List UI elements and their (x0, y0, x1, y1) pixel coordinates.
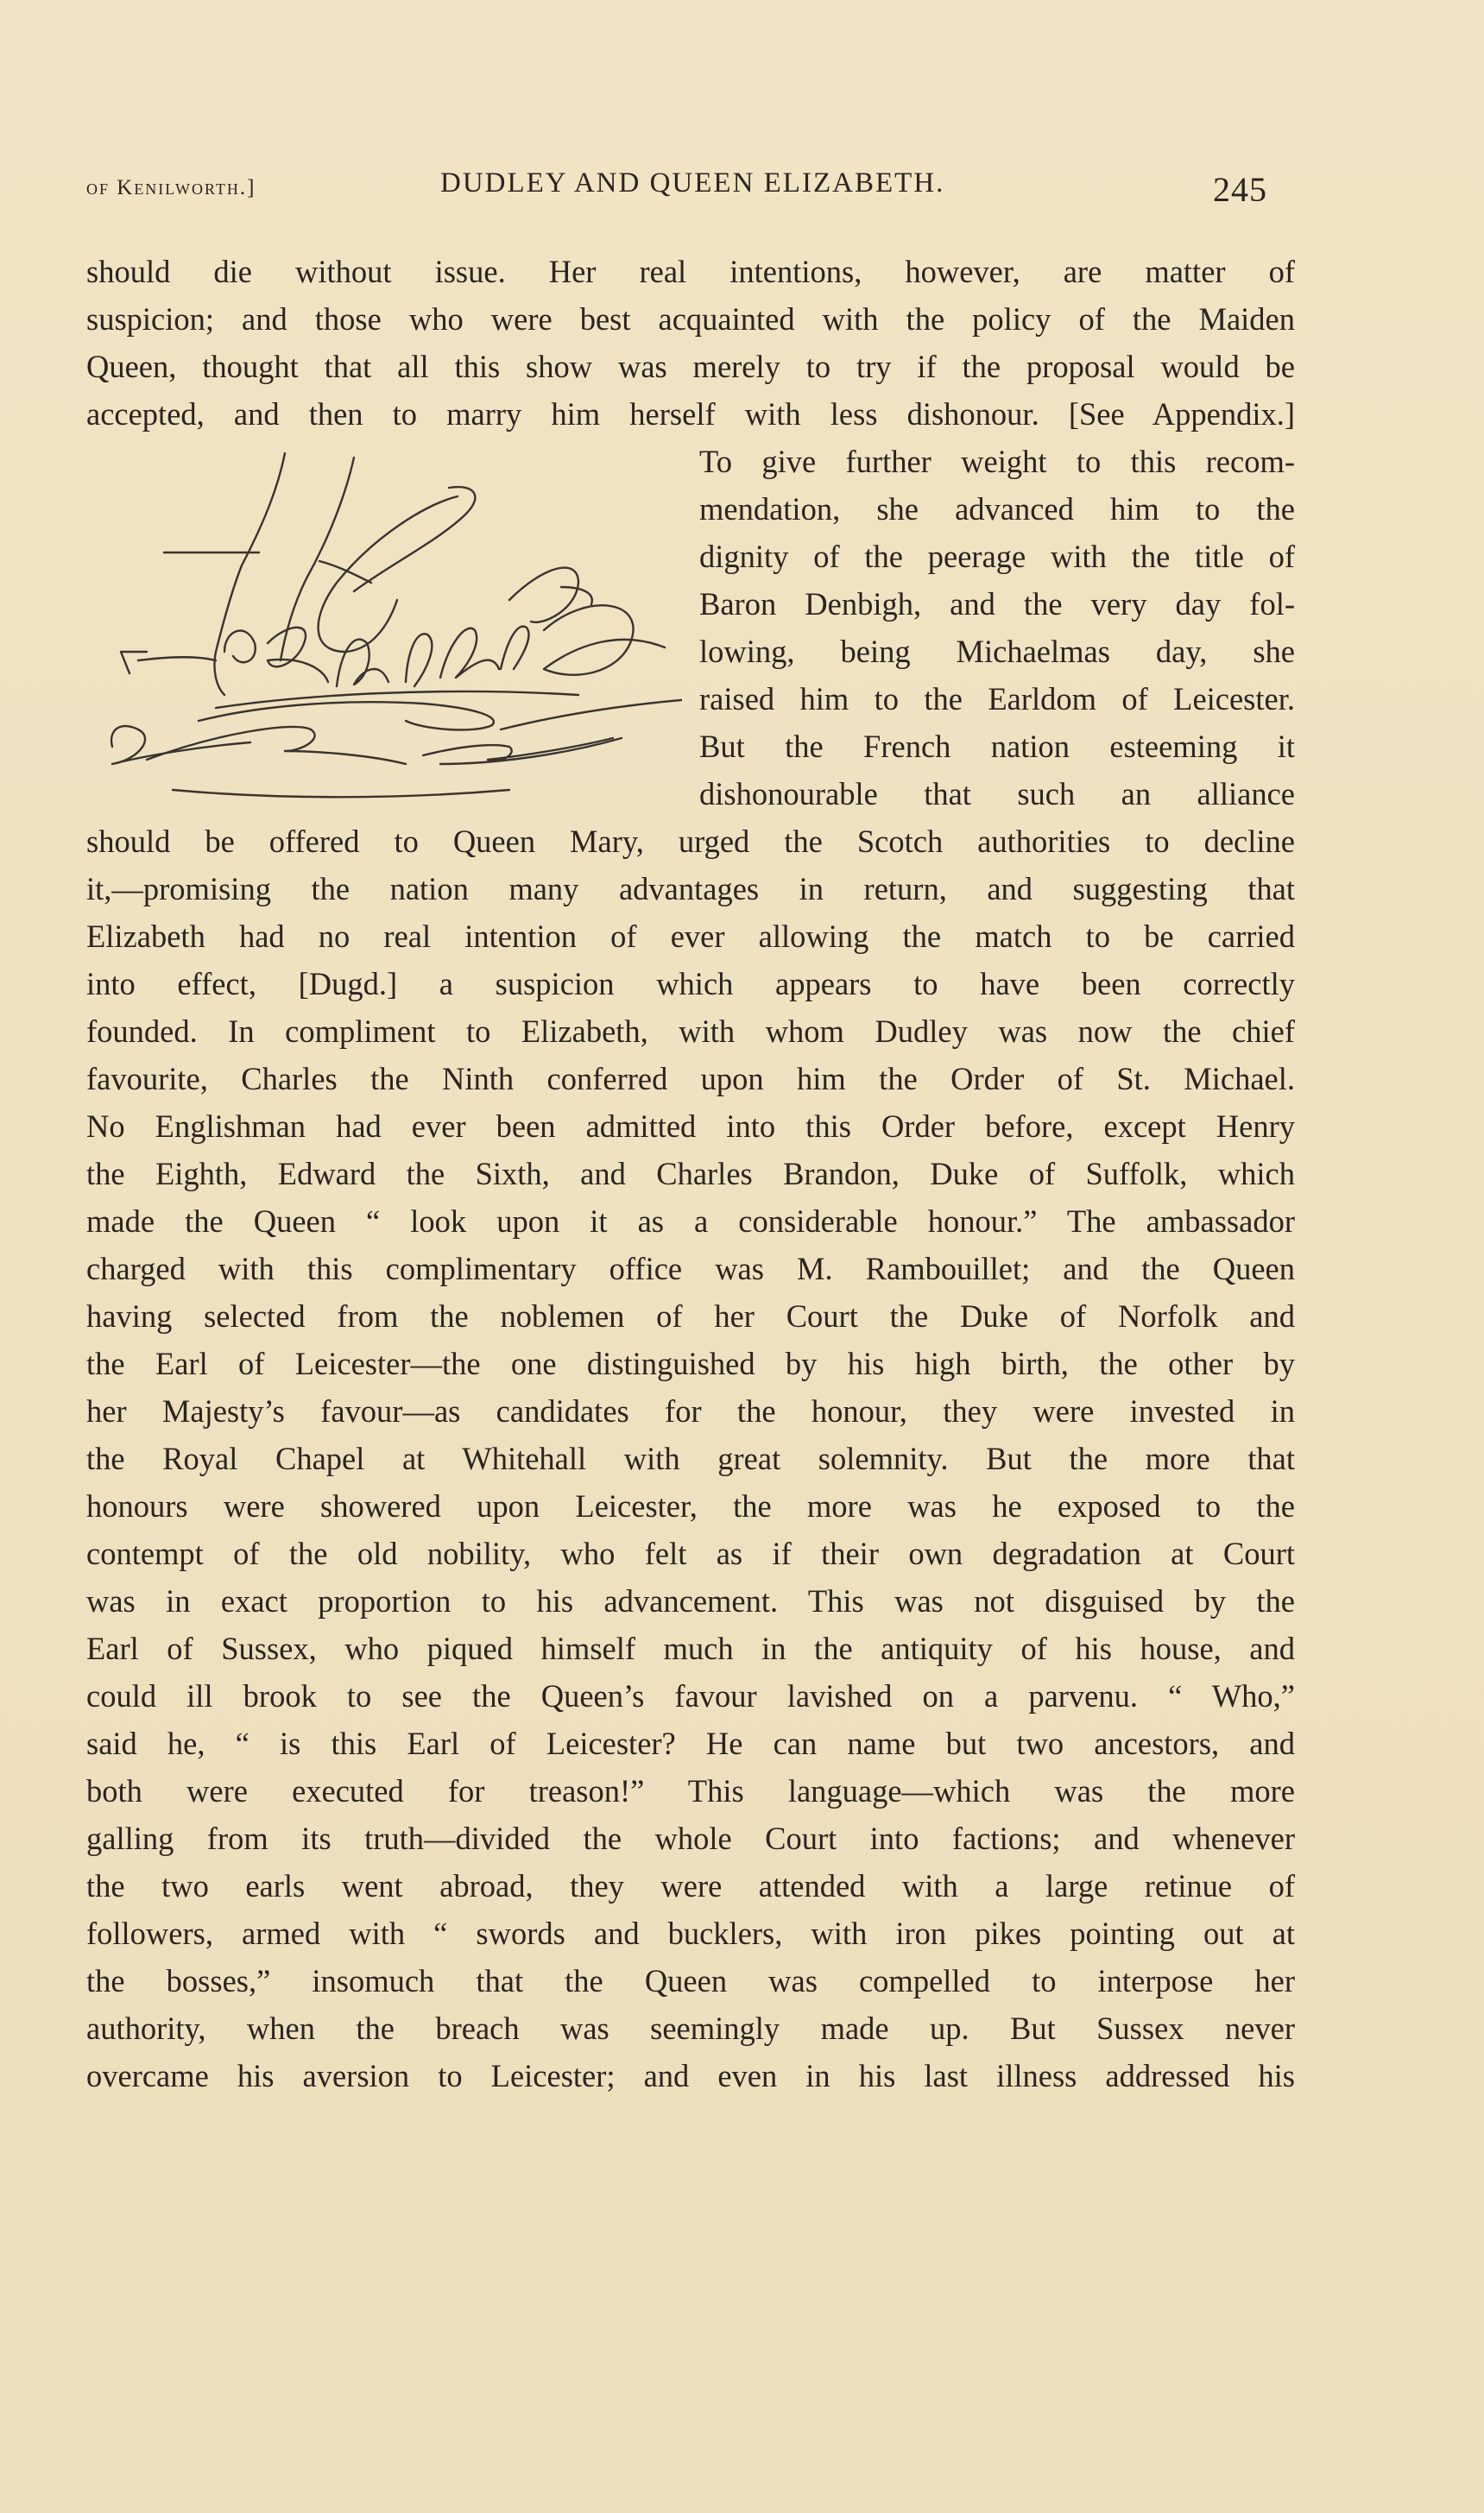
page-number: 245 (1213, 170, 1267, 209)
text-line: dignity of the peerage with the title of (699, 539, 1295, 574)
text-line: accepted, and then to marry him herself with less dishonour. [See Appendix.] (86, 396, 1295, 432)
paragraph-bottom (86, 818, 1295, 2099)
text-line: favourite, Charles the Ninth conferred upon him the Order of St. Michael. (86, 1061, 1295, 1096)
paragraph-beside-signature (699, 438, 1295, 818)
text-line: was in exact proportion to his advancement. This was not disguised by the (86, 1583, 1295, 1619)
text-line: having selected from the noblemen of her Court the Duke of Norfolk and (86, 1298, 1295, 1334)
text-line: into effect, [Dugd.] a suspicion which appears to have been correctly (86, 966, 1295, 1001)
text-line: galling from its truth—divided the whole Court into factions; and whenever (86, 1821, 1295, 1856)
text-line: No Englishman had ever been admitted into this Order before, except Henry (86, 1108, 1295, 1144)
text-line: charged with this complimentary office was M. Rambouillet; and the Queen (86, 1251, 1295, 1286)
text-line: Queen, thought that all this show was merely to try if the proposal would be (86, 349, 1295, 384)
text-line: could ill brook to see the Queen’s favour lavished on a parvenu. “ Who,” (86, 1678, 1295, 1714)
text-line: Elizabeth had no real intention of ever allowing the match to be carried (86, 919, 1295, 954)
text-line: Earl of Sussex, who piqued himself much in the antiquity of his house, and (86, 1631, 1295, 1666)
text-line: both were executed for treason!” This language—which was the more (86, 1773, 1295, 1809)
running-head-title: DUDLEY AND QUEEN ELIZABETH. (440, 167, 945, 199)
text-line: overcame his aversion to Leicester; and even in his last illness addressed his (86, 2058, 1295, 2093)
text-line: it,—promising the nation many advantages in return, and suggesting that (86, 871, 1295, 906)
leicester-signature (95, 436, 682, 816)
running-head (86, 166, 1295, 209)
paragraph-top (86, 248, 1295, 438)
text-line: her Majesty’s favour—as candidates for the honour, they were invested in (86, 1393, 1295, 1429)
text-line: the Eighth, Edward the Sixth, and Charles Brandon, Duke of Suffolk, which (86, 1156, 1295, 1191)
text-line: the two earls went abroad, they were attended with a large retinue of (86, 1868, 1295, 1904)
text-line: should be offered to Queen Mary, urged the Scotch authorities to decline (86, 824, 1295, 859)
text-line: dishonourable that such an alliance (699, 776, 1295, 811)
text-line: contempt of the old nobility, who felt as if their own degradation at Court (86, 1536, 1295, 1571)
text-line: suspicion; and those who were best acquainted with the policy of the Maiden (86, 301, 1295, 337)
text-line: authority, when the breach was seemingly made up. But Sussex never (86, 2011, 1295, 2046)
running-head-left: of Kenilworth.] (86, 176, 256, 199)
text-line: lowing, being Michaelmas day, she (699, 634, 1295, 669)
text-line: followers, armed with “ swords and bucklers, with iron pikes pointing out at (86, 1916, 1295, 1951)
text-line: honours were showered upon Leicester, the more was he exposed to the (86, 1488, 1295, 1524)
text-line: made the Queen “ look upon it as a considerable honour.” The ambassador (86, 1203, 1295, 1239)
text-line: To give further weight to this recom- (699, 444, 1295, 479)
text-line: the Earl of Leicester—the one distinguished by his high birth, the other by (86, 1346, 1295, 1381)
text-line: the bosses,” insomuch that the Queen was compelled to interpose her (86, 1963, 1295, 1998)
text-line: mendation, she advanced him to the (699, 491, 1295, 527)
text-line: raised him to the Earldom of Leicester. (699, 681, 1295, 717)
text-line: But the French nation esteeming it (699, 729, 1295, 764)
text-line: should die without issue. Her real intentions, however, are matter of (86, 254, 1295, 289)
text-line: said he, “ is this Earl of Leicester? He can name but two ancestors, and (86, 1726, 1295, 1761)
text-line: the Royal Chapel at Whitehall with great solemnity. But the more that (86, 1441, 1295, 1476)
text-line: founded. In compliment to Elizabeth, with whom Dudley was now the chief (86, 1013, 1295, 1049)
text-line: Baron Denbigh, and the very day fol- (699, 586, 1295, 622)
